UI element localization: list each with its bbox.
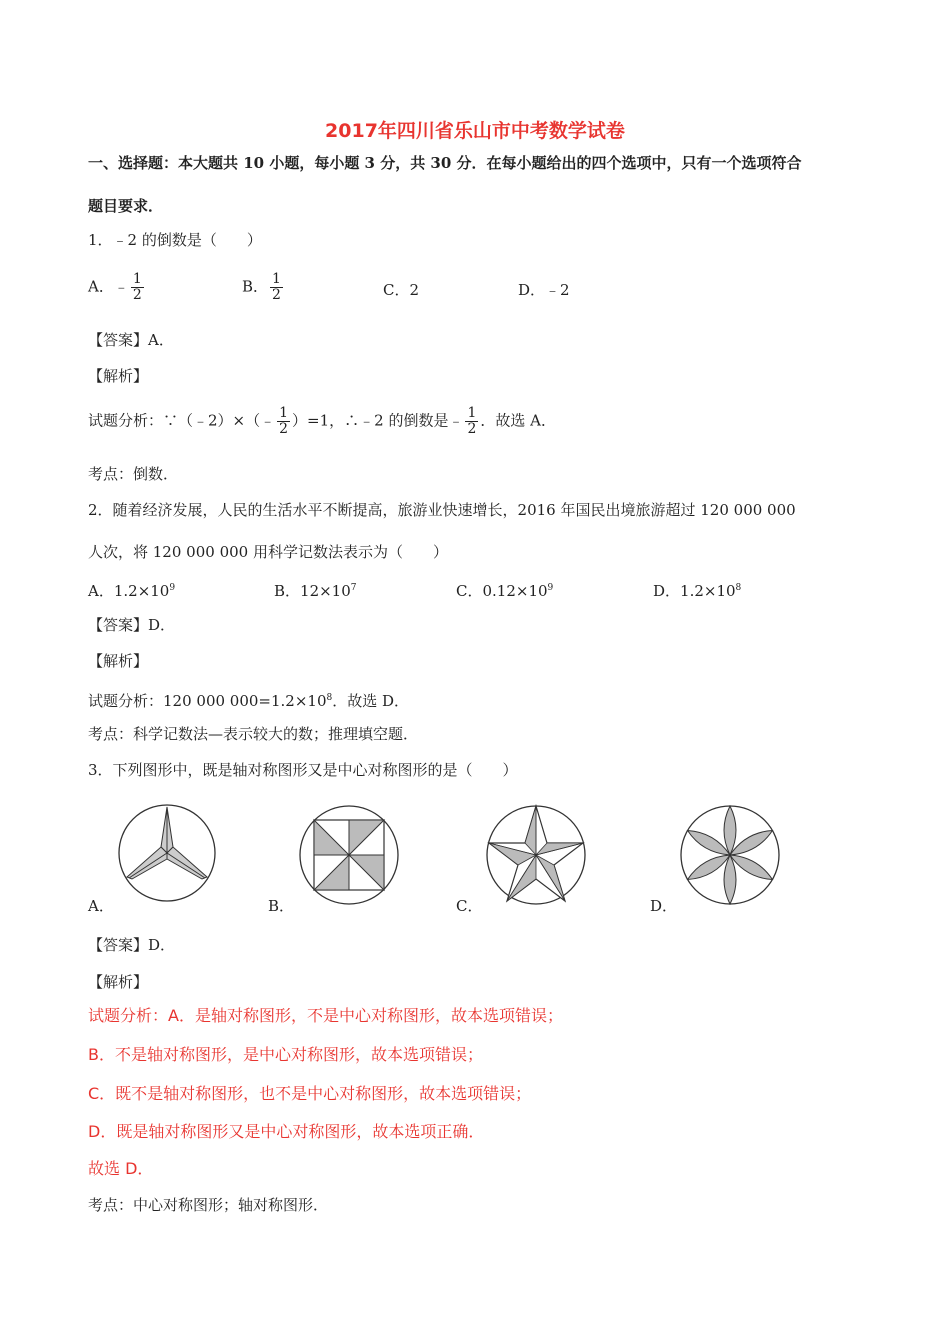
- q1-option-a-fraction: [131, 272, 144, 303]
- q2-option-a-exponent: 9: [169, 583, 176, 593]
- q1-option-b-fraction: [270, 272, 283, 303]
- q2-expl-exponent: 8: [326, 693, 333, 703]
- q2-stem-line1: 2．随着经济发展，人民的生活水平不断提高，旅游业快速增长，2016 年国民出境旅游超过 120 000 000: [88, 501, 796, 519]
- q1-option-b: [242, 272, 285, 303]
- q2-stem-line2: 人次，将 120 000 000 用科学记数法表示为（ ）: [88, 543, 448, 561]
- fraction-numerator: 1: [467, 405, 477, 421]
- q3-explanation-line1: 试题分析：A．是轴对称图形，不是中心对称图形，故本选项错误；: [88, 1006, 563, 1025]
- q3-figure-d: [677, 803, 783, 907]
- q2-option-d-text: D．1.2×10: [653, 582, 736, 600]
- q1-expl-part3: ．故选 A．: [480, 411, 557, 430]
- q1-option-b-label: B．: [242, 277, 269, 296]
- q2-answer: 【答案】D．: [88, 616, 176, 634]
- q2-expl-end: ．故选 D．: [332, 692, 410, 710]
- q2-option-d-exponent: 8: [735, 583, 742, 593]
- q2-knowledge-point: 考点：科学记数法—表示较大的数；推理填空题．: [88, 725, 419, 743]
- fraction-numerator: 1: [279, 405, 289, 421]
- q2-expl-text: 试题分析：120 000 000=1.2×10: [88, 692, 327, 710]
- q2-option-c-exponent: 9: [547, 583, 554, 593]
- q1-knowledge-point: 考点：倒数．: [88, 465, 179, 483]
- q2-option-d: [653, 578, 741, 601]
- q1-expl-fraction-2: [465, 406, 478, 437]
- q1-analysis-label: 【解析】: [88, 367, 149, 385]
- q3-figure-a: [114, 803, 220, 903]
- q3-explanation-line4: D．既是轴对称图形又是中心对称图形，故本选项正确．: [88, 1122, 485, 1141]
- fraction-denominator: 2: [279, 421, 289, 437]
- q2-analysis-label: 【解析】: [88, 652, 149, 670]
- fraction-denominator: 2: [132, 287, 142, 303]
- q1-stem: 1．﹣2 的倒数是（ ）: [88, 231, 262, 249]
- q2-option-a: [88, 578, 175, 601]
- q3-label-c: C．: [456, 897, 483, 915]
- q1-option-d: D．﹣2: [518, 281, 570, 299]
- q3-answer: 【答案】D．: [88, 936, 176, 954]
- q2-explanation: [88, 688, 409, 711]
- q2-option-c: [456, 578, 553, 601]
- q1-option-a-label: A．: [88, 277, 114, 296]
- page-title: 2017年四川省乐山市中考数学试卷: [325, 120, 625, 142]
- fraction-numerator: 1: [132, 271, 142, 287]
- fraction-denominator: 2: [467, 421, 477, 437]
- q3-figure-b: [296, 803, 402, 907]
- q1-expl-fraction-1: [277, 406, 290, 437]
- section-heading-line1: 一、选择题：本大题共 10 小题，每小题 3 分，共 30 分．在每小题给出的四个选项中，只有一个选项符合: [88, 154, 802, 172]
- section-heading-line2: 题目要求．: [88, 197, 164, 215]
- q1-answer: 【答案】A．: [88, 331, 174, 349]
- fraction-numerator: 1: [272, 271, 281, 287]
- q3-figure-c: [483, 803, 589, 907]
- q1-expl-part1: 试题分析：∵（﹣2）×（﹣: [88, 411, 276, 430]
- q2-option-b-text: B．12×10: [274, 582, 351, 600]
- q3-label-a: A．: [88, 897, 114, 915]
- q3-knowledge-point: 考点：中心对称图形；轴对称图形．: [88, 1196, 329, 1214]
- q1-option-a: [88, 272, 146, 303]
- q1-option-c: C．2: [383, 281, 420, 299]
- q3-explanation-line3: C．既不是轴对称图形，也不是中心对称图形，故本选项错误；: [88, 1084, 532, 1103]
- q3-stem: 3．下列图形中，既是轴对称图形又是中心对称图形的是（ ）: [88, 761, 518, 779]
- q2-option-c-text: C．0.12×10: [456, 582, 548, 600]
- fraction-denominator: 2: [272, 287, 281, 303]
- q3-label-b: B．: [268, 897, 295, 915]
- q3-label-d: D．: [650, 897, 678, 915]
- q3-explanation-line2: B．不是轴对称图形，是中心对称图形，故本选项错误；: [88, 1045, 483, 1064]
- q2-option-b: [274, 578, 357, 601]
- q3-analysis-label: 【解析】: [88, 973, 149, 991]
- q1-expl-part2: ）=1，∴﹣2 的倒数是﹣: [292, 411, 464, 430]
- q1-explanation: [88, 406, 556, 437]
- q3-explanation-line5: 故选 D．: [88, 1159, 154, 1178]
- q2-option-b-exponent: 7: [350, 583, 357, 593]
- q2-option-a-text: A．1.2×10: [88, 582, 170, 600]
- q1-option-a-sign: ﹣: [113, 277, 129, 296]
